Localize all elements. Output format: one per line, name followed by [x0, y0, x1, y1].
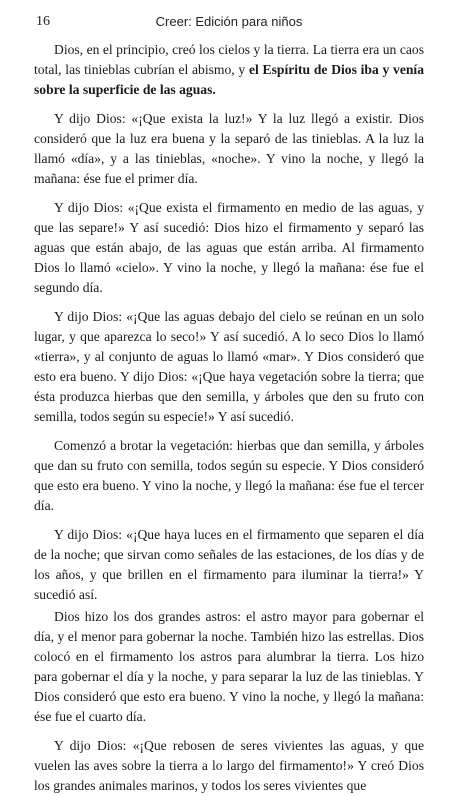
- running-title: Creer: Edición para niños: [155, 14, 303, 29]
- body-text: [34, 40, 424, 796]
- paragraph-8: Y dijo Dios: «¡Que rebosen de seres vivientes las aguas, y que vuelen las aves sobre la tierra a lo largo del firmamento!» Y creó Dios los grandes animales marinos, y todos los seres vivientes que: [34, 738, 424, 793]
- page-header: [34, 14, 424, 34]
- paragraph-6: Y dijo Dios: «¡Que haya luces en el firmamento que separen el día de la noche; que sirvan como señales de las estaciones, de los días y de los años, y que brillen en el firmamento para iluminar la tierra!» Y sucedió así.: [34, 527, 424, 602]
- page-number: 16: [36, 14, 50, 29]
- paragraph-3: Y dijo Dios: «¡Que exista el firmamento en medio de las aguas, y que las separe!» Y así sucedió: Dios hizo el firmamento y separó las aguas que están abajo, de las aguas que están arriba. Al firmamento Dios lo llamó «cielo». Y vino la noche, y llegó la mañana: ése fue el segundo día.: [34, 200, 424, 295]
- paragraph-1: [34, 40, 424, 100]
- paragraph-4: Y dijo Dios: «¡Que las aguas debajo del cielo se reúnan en un solo lugar, y que aparezca lo seco!» Y así sucedió. A lo seco Dios lo llamó «tierra», y al conjunto de aguas lo llamó «mar». Y Dios consideró que esto era bueno. Y dijo Dios: «¡Que haya vegetación sobre la tierra; que ésta produzca hierbas que den semilla, y árboles que den su fruto con semilla, todos según su especie!» Y así sucedió.: [34, 309, 424, 424]
- paragraph-1-emphasis: el Espíritu de Dios iba y venía sobre la superficie de las aguas.: [34, 62, 425, 97]
- paragraph-1-text: Dios, en el principio, creó los cielos y la tierra. La tierra era un caos total, las tinieblas cubrían el abismo, y: [34, 42, 424, 77]
- paragraph-5: Comenzó a brotar la vegetación: hierbas que dan semilla, y árboles que dan su fruto con semilla, todos según su especie. Y Dios consideró que esto era bueno. Y vino la noche, y llegó la mañana: ése fue el tercer día.: [34, 438, 424, 513]
- paragraph-2: Y dijo Dios: «¡Que exista la luz!» Y la luz llegó a existir. Dios consideró que la luz era buena y la separó de las tinieblas. A la luz la llamó «día», y a las tinieblas, «noche». Y vino la noche, y llegó la mañana: ése fue el primer día.: [34, 111, 424, 186]
- paragraph-7: Dios hizo los dos grandes astros: el astro mayor para gobernar el día, y el menor para gobernar la noche. También hizo las estrellas. Dios colocó en el firmamento los astros para alumbrar la tierra. Los hizo para gobernar el día y la noche, y para separar la luz de las tinieblas. Y Dios consideró que esto era bueno. Y vino la noche, y llegó la mañana: ése fue el cuarto día.: [34, 609, 424, 724]
